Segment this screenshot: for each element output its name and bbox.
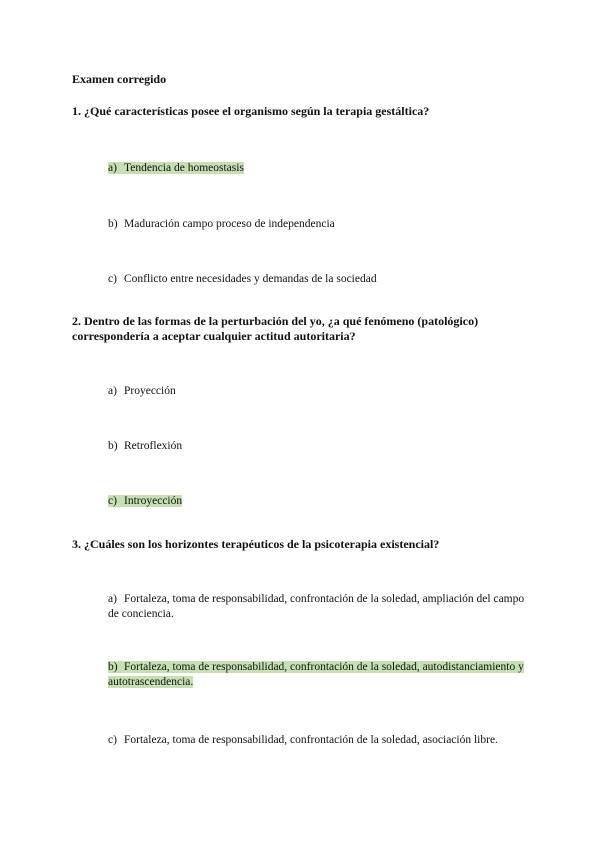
page-title: Examen corregido <box>72 72 167 86</box>
option-letter: a) <box>108 593 117 605</box>
option-text: Tendencia de homeostasis <box>124 162 244 174</box>
option-letter: a) <box>108 385 117 397</box>
option-text: Fortaleza, toma de responsabilidad, confrontación de la soledad, ampliación del campo de conciencia. <box>108 593 525 620</box>
question-2: 2. Dentro de las formas de la perturbación del yo, ¿a qué fenómeno (patológico) correspondería a aceptar cualquier actitud autoritaria? <box>72 314 479 343</box>
option-2c <box>108 494 528 509</box>
option-text: Retroflexión <box>124 440 183 452</box>
option-text: Fortaleza, toma de responsabilidad, confrontación de la soledad, asociación libre. <box>124 734 498 746</box>
option-1c <box>108 272 528 287</box>
option-text: Introyección <box>124 495 183 507</box>
option-letter: b) <box>108 440 118 452</box>
question-3: 3. ¿Cuáles son los horizontes terapéuticos de la psicoterapia existencial? <box>72 537 440 551</box>
option-2b <box>108 439 528 454</box>
option-2a <box>108 384 528 399</box>
option-1b <box>108 217 528 232</box>
option-3b <box>108 660 528 690</box>
option-letter: c) <box>108 495 117 507</box>
option-letter: c) <box>108 273 117 285</box>
option-3c <box>108 733 528 748</box>
question-1: 1. ¿Qué características posee el organismo según la terapia gestáltica? <box>72 104 430 118</box>
option-1a <box>108 161 528 176</box>
option-3a <box>108 592 528 622</box>
option-letter: c) <box>108 734 117 746</box>
option-letter: b) <box>108 218 118 230</box>
option-text: Proyección <box>124 385 176 397</box>
option-text: Fortaleza, toma de responsabilidad, confrontación de la soledad, autodistanciamiento y autotrascendencia. <box>108 661 524 688</box>
option-text: Maduración campo proceso de independencia <box>124 218 335 230</box>
option-letter: a) <box>108 162 117 174</box>
option-text: Conflicto entre necesidades y demandas de la sociedad <box>124 273 377 285</box>
option-letter: b) <box>108 661 118 673</box>
